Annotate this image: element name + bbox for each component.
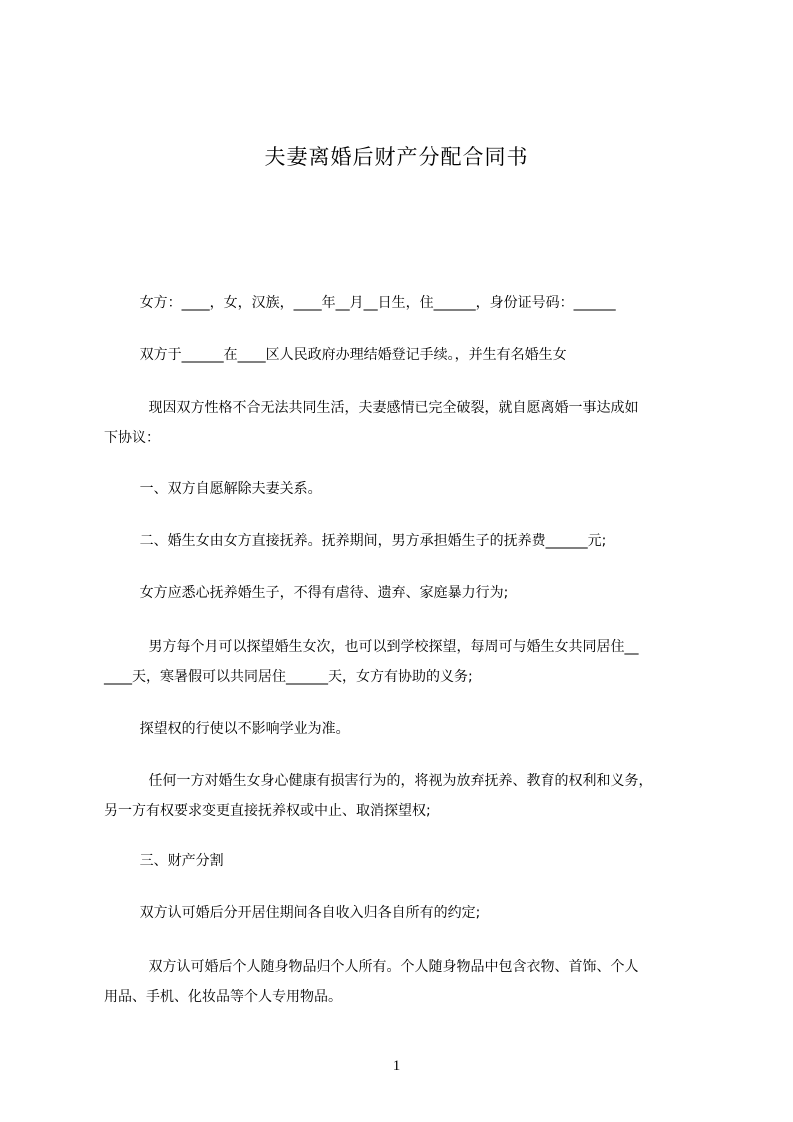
document-title: 夫妻离婚后财产分配合同书 [264, 145, 529, 169]
paragraph-clause-1: 一、双方自愿解除夫妻关系。 [104, 481, 322, 497]
paragraph-visitation: 男方每个月可以探望婚生女次，也可以到学校探望，每周可与婚生女共同居住__ ____天，寒暑假可以共同居住______天，女方有协助的义务; [104, 639, 639, 685]
paragraph-wife-info: 女方：____，女，汉族，____年__月__日生，住______，身份证号码：______ [104, 295, 616, 311]
paragraph-personal-items: 双方认可婚后个人随身物品归个人所有。个人随身物品中包含衣物、首饰、个人 用品、手机、化妆品等个人专用物品。 [104, 959, 639, 1005]
paragraph-visitation-limit: 探望权的行使以不影响学业为准。 [104, 721, 350, 737]
paragraph-harm-clause: 任何一方对婚生女身心健康有损害行为的，将视为放弃抚养、教育的权利和义务， 另一方有权要求变更直接抚养权或中止、取消探望权; [104, 773, 653, 819]
paragraph-clause-3-heading: 三、财产分割 [104, 853, 224, 869]
paragraph-care-duty: 女方应悉心抚养婚生子，不得有虐待、遗弃、家庭暴力行为; [104, 585, 509, 601]
paragraph-marriage-registration: 双方于______在____区人民政府办理结婚登记手续。，并生有名婚生女 [104, 347, 567, 363]
paragraph-clause-2: 二、婚生女由女方直接抚养。抚养期间，男方承担婚生子的抚养费______元; [104, 533, 607, 549]
paragraph-reason: 现因双方性格不合无法共同生活，夫妻感情已完全破裂，就自愿离婚一事达成如 下协议： [104, 400, 639, 446]
page-number: 1 [392, 1058, 401, 1074]
paragraph-income-split: 双方认可婚后分开居住期间各自收入归各自所有的约定; [104, 905, 481, 921]
